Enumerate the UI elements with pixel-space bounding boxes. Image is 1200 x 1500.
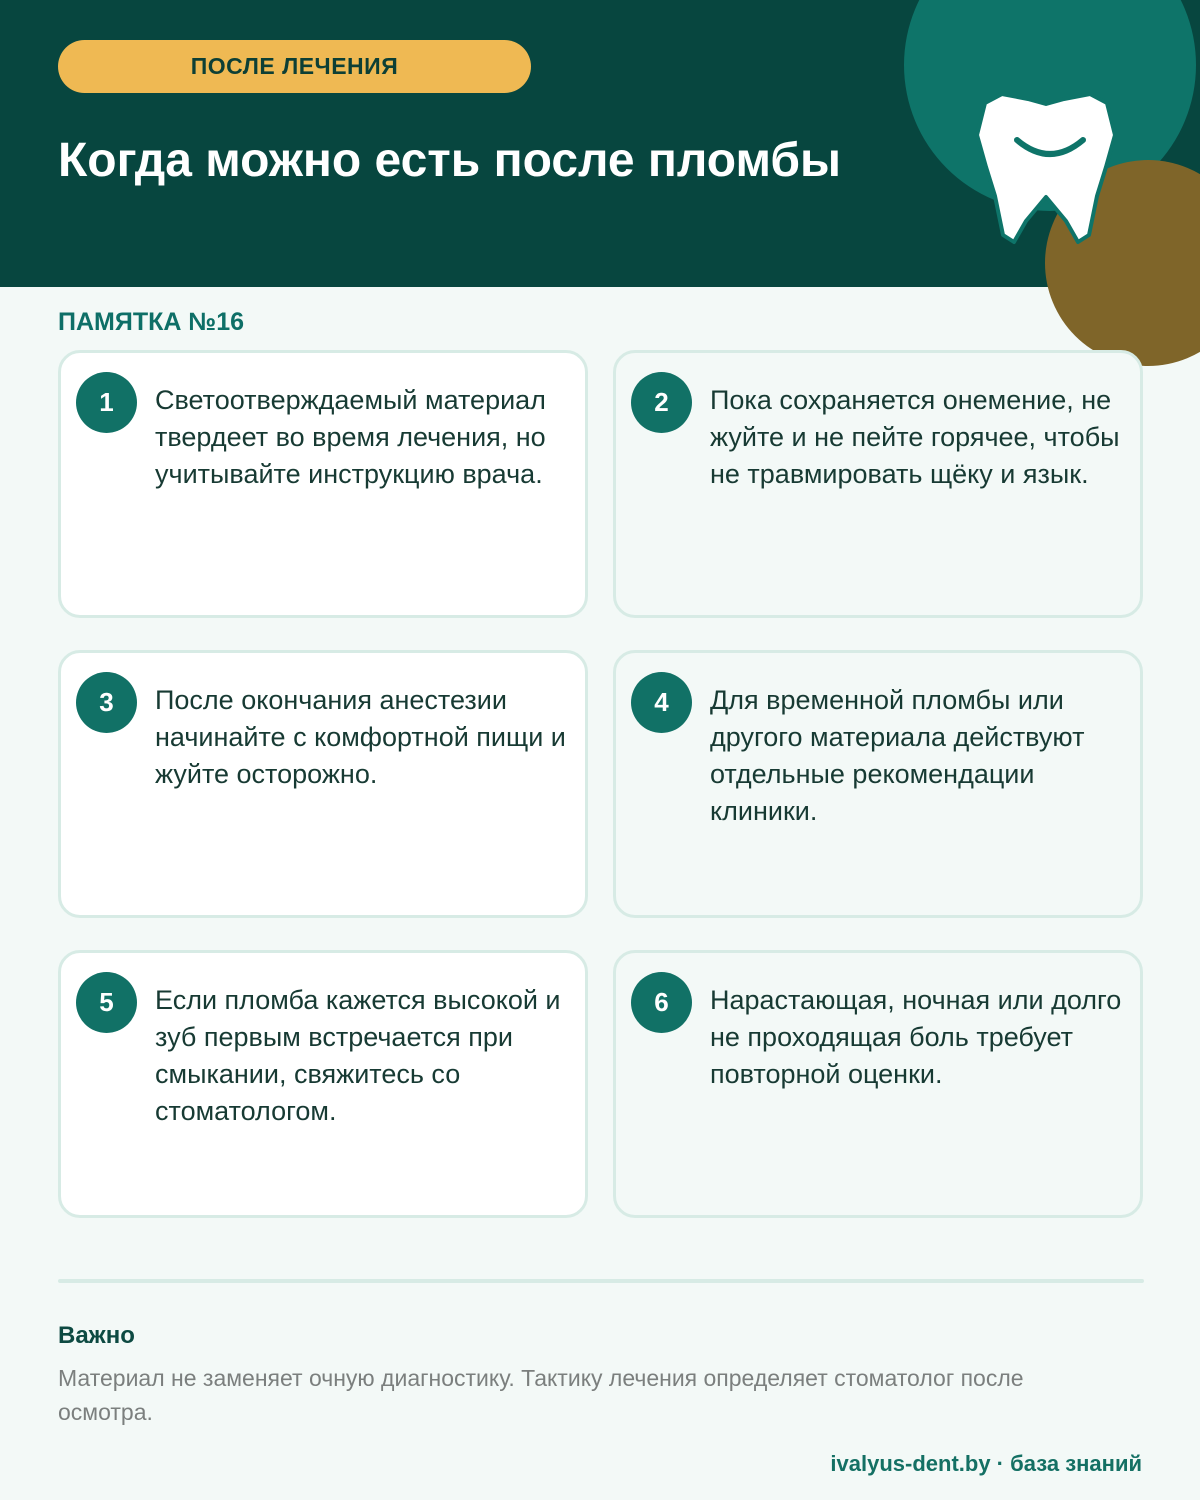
tip-text: Если пломба кажется высокой и зуб первым встречается при смыкании, свяжитесь со стоматологом. [155,985,561,1126]
important-heading: Важно [58,1322,135,1349]
memo-label: ПАМЯТКА №16 [58,308,245,336]
important-note: Материал не заменяет очную диагностику. Тактику лечения определяет стоматолог после осмотра. [58,1365,1024,1425]
category-badge: ПОСЛЕ ЛЕЧЕНИЯ [58,40,531,93]
tip-text: Для временной пломбы или другого материала действуют отдельные рекомендации клиники. [710,685,1085,826]
step-number-badge: 2 [631,372,692,433]
tip-card-6 [613,950,1143,1218]
tip-card-1 [58,350,588,618]
tip-card-4 [613,650,1143,918]
footer-source: ivalyus-dent.by · база знаний [830,1451,1142,1476]
step-number-badge: 1 [76,372,137,433]
tip-text: Светоотверждаемый материал твердеет во время лечения, но учитывайте инструкцию врача. [155,385,546,489]
tip-card-5 [58,950,588,1218]
step-number-badge: 4 [631,672,692,733]
tip-text: Пока сохраняется онемение, не жуйте и не пейте горячее, чтобы не травмировать щёку и язык. [710,385,1120,489]
step-number-badge: 3 [76,672,137,733]
tip-card-3 [58,650,588,918]
page-title: Когда можно есть после пломбы [58,134,841,187]
tip-text: После окончания анестезии начинайте с комфортной пищи и жуйте осторожно. [155,685,566,789]
tip-card-2 [613,350,1143,618]
section-divider [58,1279,1144,1283]
step-number-badge: 6 [631,972,692,1033]
tip-text: Нарастающая, ночная или долго не проходящая боль требует повторной оценки. [710,985,1122,1089]
step-number-badge: 5 [76,972,137,1033]
